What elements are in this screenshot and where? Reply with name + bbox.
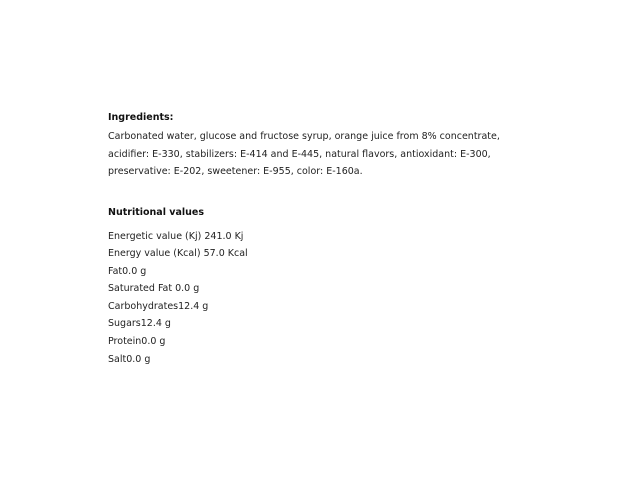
nutrition-heading: Nutritional values xyxy=(108,206,204,218)
nutrition-item-energy-kj: Energetic value (Kj) 241.0 Kj xyxy=(108,230,244,242)
nutrition-item-salt: Salt0.0 g xyxy=(108,353,151,365)
nutrition-item-saturated-fat: Saturated Fat 0.0 g xyxy=(108,283,200,295)
nutrition-item-carbohydrates: Carbohydrates12.4 g xyxy=(108,300,209,312)
product-info xyxy=(108,111,508,368)
nutrition-item-energy-kcal: Energy value (Kcal) 57.0 Kcal xyxy=(108,248,248,260)
nutrition-item-sugars: Sugars12.4 g xyxy=(108,318,171,330)
nutrition-list xyxy=(108,228,508,369)
ingredients-text: Carbonated water, glucose and fructose syrup, orange juice from 8% concentrate, acidifier: E-330, stabilizers: E-414 and E-445, natural flavors, antioxidant: E-300, preservative: E-202, sweetener: E-955, color: E-160a. xyxy=(108,131,500,177)
nutrition-item-protein: Protein0.0 g xyxy=(108,336,166,348)
nutrition-item-fat: Fat0.0 g xyxy=(108,265,147,277)
ingredients-heading: Ingredients: xyxy=(108,112,174,123)
